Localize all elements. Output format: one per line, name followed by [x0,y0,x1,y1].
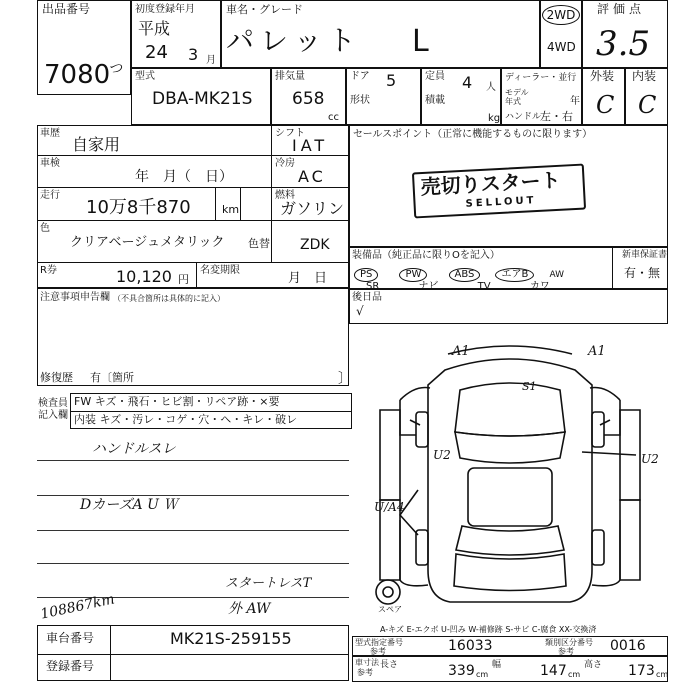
note-line-3: スタートレスT [225,576,312,591]
equip-aw: AW [549,270,565,280]
mark-u2-right: U2 [641,452,659,466]
divider [37,262,349,263]
capacity-value: 4 [462,73,473,92]
class-no-label: 類別区分番号 [545,638,593,647]
name-change-label: 名変期限 [200,265,240,276]
recycle-unit: 円 [178,273,189,286]
mark-s1: S1 [522,380,537,393]
color-no-label: 色替 [248,237,270,250]
aftermarket-label: 後日品 [352,292,382,303]
mark-u2-left: U2 [433,448,451,462]
inspector-row-2: 内装 キズ・汚レ・コゲ・穴・ヘ・キレ・破レ [74,413,298,426]
divider [240,188,241,220]
load-label: 積載 [425,95,445,106]
divider [196,262,197,288]
height-label: 高さ [584,660,603,670]
color-label: 色 [40,223,50,234]
handle-label: ハンドル [505,112,542,122]
aftermarket-mark: √ [356,304,364,318]
inspection-value: 年 月（ 日） [135,169,233,185]
sellout-stamp [412,164,586,219]
spec-no-label: 型式指定番号 [355,638,403,647]
mileage-note: 108867km [39,591,117,623]
fuel-value: ガソリン [280,199,345,218]
warranty-label: 新車保証書 [622,250,668,260]
sellout-stamp-main: 売切りスタート [420,167,562,200]
divider [612,247,613,289]
dimensions-box [352,656,668,682]
recycle-fee: 10,120 [116,267,172,286]
divider [37,187,349,188]
equipment-label: 装備品（純正品に限りOを記入） [352,250,500,261]
score-value: 3.5 [596,24,651,64]
displacement-unit: cc [328,112,339,123]
spare-label: スペア [378,605,402,614]
first-reg-label: 初度登録年月 [135,4,195,15]
warranty-value: 有・無 [624,266,661,280]
mark-u4: U/A4 [374,500,405,514]
ac-label: 冷房 [275,158,295,169]
ruled-line [37,460,349,461]
interior-label: 内装 [632,69,657,83]
mark-a1-left: A1 [452,344,470,359]
lot-number-suffix: つ [108,61,122,77]
equip-pw: PW [399,268,427,282]
length-unit: cm [476,670,489,679]
model-year-label: モデル年式 [505,88,529,106]
length-label: 長さ [380,660,399,670]
ac-value: AC [298,167,326,186]
notes-label: 注意事項申告欄 [40,292,110,303]
divider [37,155,349,156]
repair-label: 修復歴 [40,371,73,384]
load-unit: kg [488,113,501,124]
drive-4wd: 4WD [547,40,576,54]
equip-sr: SR [366,281,380,292]
dim-label: 車寸法 [355,658,379,667]
equip-navi: ナビ [418,281,439,292]
shift-label: シフト [275,128,305,139]
interior-grade: C [638,91,657,119]
doors-value: 5 [386,71,397,90]
type-label: 型式 [135,71,155,82]
height-unit: cm [656,670,669,679]
model-label: 車名・グレード [226,3,303,16]
mark-a1-right: A1 [588,344,606,359]
note-line-1: ハンドルスレ [92,441,176,457]
shape-label: 形状 [350,95,370,106]
doors-label: ドア [350,71,370,82]
note-line-2: DカーズA U Ｗ [80,497,178,513]
handle-options: 左・右 [540,110,573,123]
mileage-label: 走行 [40,190,60,201]
exterior-label: 外装 [590,69,615,83]
name-change-value: 月 日 [288,271,328,286]
length-value: 339 [448,663,475,679]
aftermarket-box [349,289,668,324]
inspector-label-1: 検査員 [38,398,68,409]
ruled-line [37,530,349,531]
fuel-label: 燃料 [275,190,295,201]
equip-tv: TV [477,281,491,292]
height-value: 173 [628,663,655,679]
mileage-unit: km [222,203,240,216]
repair-bracket-close: 〕 [338,371,352,387]
ruled-line [37,563,349,564]
dim-ref-label: 参考 [357,668,373,677]
equip-abs: ABS [449,268,481,282]
displacement-label: 排気量 [275,71,305,82]
color-code: ZDK [300,237,330,253]
model-name: パレット [226,24,362,57]
class-ref-label: 参考 [558,647,574,656]
note-line-4: 外 AW [228,601,271,617]
color-value: クリアベージュメタリック [70,235,225,250]
lot-number-label: 出品番号 [42,2,91,16]
reg-label: 登録番号 [46,659,95,673]
use-label: 車歴 [40,128,60,139]
type-value: DBA-MK21S [152,89,253,109]
divider [70,411,352,412]
dealer-label: ディーラー・並行 [505,73,577,83]
width-label: 幅 [492,660,502,670]
reg-year: 24 [145,42,168,63]
equip-leather: カワ [529,281,550,292]
inspection-label: 車検 [40,158,60,169]
equip-airbag: エアB [495,268,534,282]
class-no-value: 0016 [610,638,646,654]
model-year-unit: 年 [570,96,580,107]
displacement-value: 658 [292,89,325,109]
use-value: 自家用 [72,135,121,154]
drive-2wd: 2WD [542,5,580,25]
capacity-unit: 人 [486,82,496,93]
era: 平成 [138,19,171,38]
sales-point-label: セールスポイント（正常に機能するものに限ります） [353,129,593,140]
chassis-value: MK21S-259155 [170,629,292,648]
inspector-label-2: 記入欄 [38,410,68,421]
inspector-row-1: FW キズ・飛石・ヒビ割・リペア跡・×要 [74,395,280,408]
notes-sublabel: （不具合箇所は具体的に記入） [113,294,225,303]
grade: L [412,24,429,59]
car-damage-diagram [360,340,660,625]
divider [271,125,272,262]
reg-month: 3 [188,45,199,64]
spec-no-value: 16033 [448,638,493,654]
reg-month-unit: 月 [206,55,216,66]
width-unit: cm [568,670,581,679]
score-label: 評価点 [597,2,646,16]
width-value: 147 [540,663,567,679]
divider [215,188,216,220]
chassis-label: 車台番号 [46,631,95,645]
recycle-label: R券 [40,265,57,276]
exterior-grade: C [596,91,615,119]
equip-ps: PS [354,268,378,282]
repair-value: 有〔箇所 [90,371,134,384]
divider [37,220,349,221]
damage-legend: A-キズ E-エクボ U-凹み W-補修跡 S-サビ C-腐食 XX-交換済 [380,625,597,634]
mileage-value: 10万8千870 [86,197,191,218]
lot-number: 7080 [44,60,111,90]
capacity-label: 定員 [425,71,445,82]
spec-ref-label: 参考 [370,647,386,656]
shift-value: IAT [292,136,329,155]
sellout-stamp-sub: SELLOUT [465,195,537,210]
